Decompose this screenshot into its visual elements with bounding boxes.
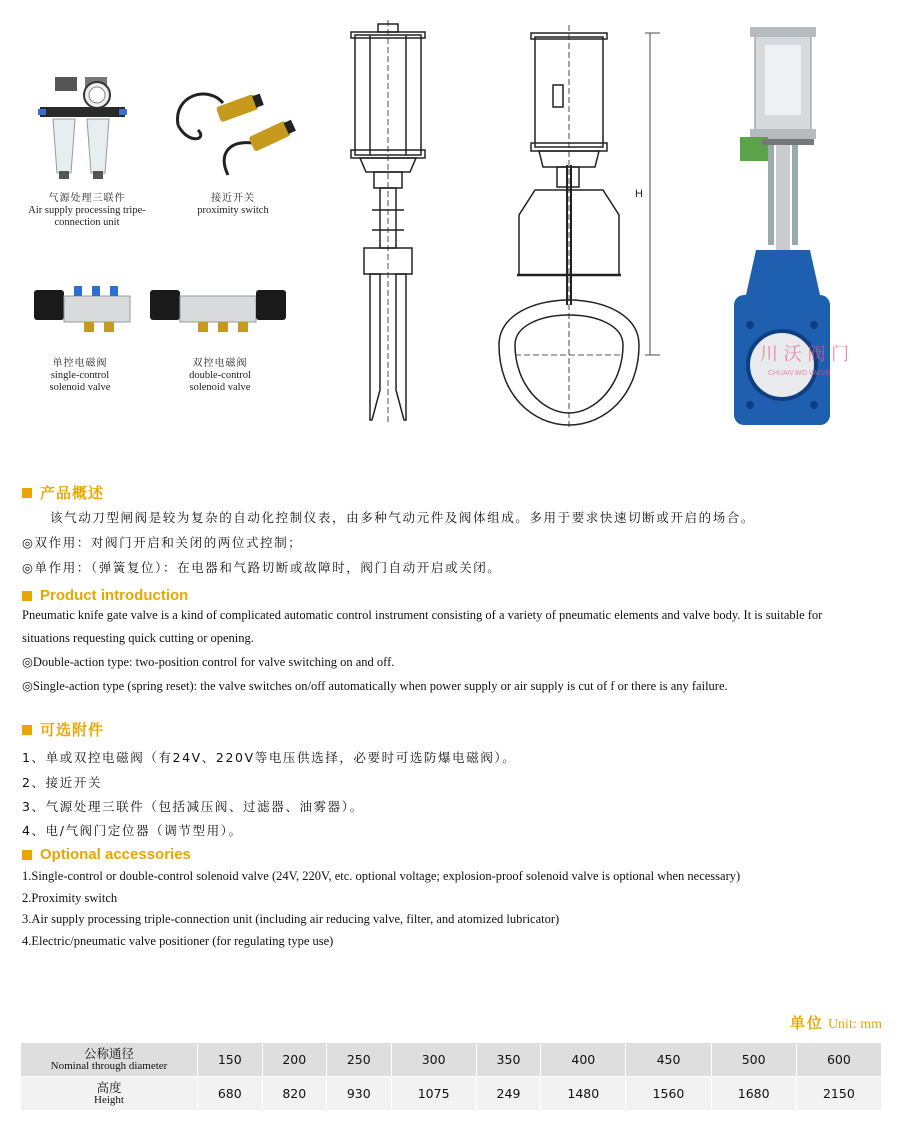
unit-label: [790, 1012, 882, 1033]
optional-en-item: 4.Electric/pneumatic valve positioner (for regulating type use): [22, 934, 334, 948]
table-cell: 1680: [711, 1077, 796, 1111]
optional-zh-item: 3、气源处理三联件（包括减压阀、过滤器、油雾器）。: [22, 799, 364, 814]
front-section-drawing: [495, 25, 670, 435]
square-bullet-icon: [22, 725, 32, 735]
overview-line-2: ◎双作用：对阀门开启和关闭的两位式控制；: [22, 535, 303, 550]
optional-en-heading: [22, 846, 191, 863]
table-cell: 1075: [391, 1077, 476, 1111]
intro-line-4: ◎Single-action type (spring reset): the valve switches on/off automatically when power supply or air supply is cut of f or there is any failure.: [22, 679, 728, 693]
caption-en: single-control: [50, 370, 110, 381]
row-header: [21, 1043, 198, 1077]
table-cell: 820: [262, 1077, 327, 1111]
overview-line-3: ◎单作用：（弹簧复位）：在电器和气路切断或故障时，阀门自动开启或关闭。: [22, 560, 502, 575]
unit-zh: 单位: [789, 1014, 824, 1032]
table-cell: 200: [262, 1043, 327, 1077]
caption-zh: 双控电磁阀: [192, 358, 248, 369]
proximity-switch-image: [168, 85, 298, 180]
row-header-zh: 高度: [96, 1079, 122, 1095]
caption-en: proximity switch: [197, 205, 269, 216]
table-row-height: [21, 1077, 882, 1111]
row-header-zh: 公称通径: [83, 1045, 134, 1061]
caption-en-2: connection unit: [54, 217, 120, 228]
table-cell: 400: [541, 1043, 626, 1077]
intro-line-2: situations requesting quick cutting or opening.: [22, 631, 254, 645]
unit-en: Unit: mm: [827, 1017, 882, 1032]
square-bullet-icon: [22, 591, 32, 601]
single-solenoid-valve-image: [30, 280, 135, 340]
watermark: 川 沃 阀 门: [760, 344, 850, 365]
table-cell: 300: [391, 1043, 476, 1077]
table-cell: 250: [327, 1043, 392, 1077]
table-row-nominal-diameter: [21, 1043, 882, 1077]
optional-en-item: 1.Single-control or double-control solenoid valve (24V, 220V, etc. optional voltage; explosion-proof solenoid valve is optional when necessary): [22, 869, 741, 883]
table-cell: 600: [796, 1043, 881, 1077]
table-cell: 1480: [541, 1077, 626, 1111]
square-bullet-icon: [22, 488, 32, 498]
table-cell: 150: [198, 1043, 263, 1077]
caption-en: Air supply processing tripe-: [28, 205, 146, 216]
intro-line-3: ◎Double-action type: two-position control for valve switching on and off.: [22, 655, 395, 669]
dimension-h-label: H: [635, 188, 643, 200]
row-header-en: Height: [94, 1093, 124, 1106]
optional-zh-item: 2、接近开关: [22, 775, 103, 790]
table-cell: 930: [327, 1077, 392, 1111]
heading-text: 产品概述: [40, 484, 105, 502]
watermark-sub: CHUAN WO VALVE: [768, 370, 831, 377]
heading-text: Product introduction: [40, 587, 189, 604]
overview-line-1: 该气动刀型闸阀是较为复杂的自动化控制仪表，由多种气动元件及阀体组成。多用于要求快速切断或开启的场合。: [50, 510, 756, 525]
row-header-en: Nominal through diameter: [50, 1059, 168, 1072]
caption-zh: 单控电磁阀: [52, 358, 108, 369]
table-cell: 350: [476, 1043, 541, 1077]
optional-zh-heading: [22, 719, 104, 740]
table-cell: 680: [198, 1077, 263, 1111]
double-solenoid-valve-image: [148, 282, 288, 342]
optional-en-item: 3.Air supply processing triple-connection unit (including air reducing valve, filter, and atomized lubricator): [22, 912, 560, 926]
table-cell: 500: [711, 1043, 796, 1077]
product-introduction-heading: [22, 587, 188, 604]
caption-en-2: solenoid valve: [49, 382, 111, 393]
caption-zh: 气源处理三联件: [48, 193, 126, 204]
square-bullet-icon: [22, 850, 32, 860]
table-cell: 249: [476, 1077, 541, 1111]
heading-text: 可选附件: [40, 721, 105, 739]
optional-zh-item: 1、单或双控电磁阀（有24V、220V等电压供选择，必要时可选防爆电磁阀）。: [22, 750, 517, 765]
product-overview-heading: [22, 482, 104, 503]
table-cell: 450: [626, 1043, 711, 1077]
spec-table: [20, 1042, 882, 1111]
side-section-drawing: [350, 20, 430, 430]
optional-zh-item: 4、电/气阀门定位器（调节型用）。: [22, 823, 243, 838]
intro-line-1: Pneumatic knife gate valve is a kind of complicated automatic control instrument consisting of a variety of pneumatic elements and valve body. It is suitable for: [22, 608, 823, 622]
row-header: [21, 1077, 198, 1111]
caption-zh: 接近开关: [211, 193, 255, 204]
optional-en-item: 2.Proximity switch: [22, 891, 118, 905]
table-cell: 1560: [626, 1077, 711, 1111]
caption-en: double-control: [189, 370, 251, 381]
air-supply-unit-image: [35, 75, 130, 180]
valve-photo: [720, 25, 870, 435]
caption-en-2: solenoid valve: [189, 382, 251, 393]
table-cell: 2150: [796, 1077, 881, 1111]
heading-text: Optional accessories: [40, 846, 191, 863]
